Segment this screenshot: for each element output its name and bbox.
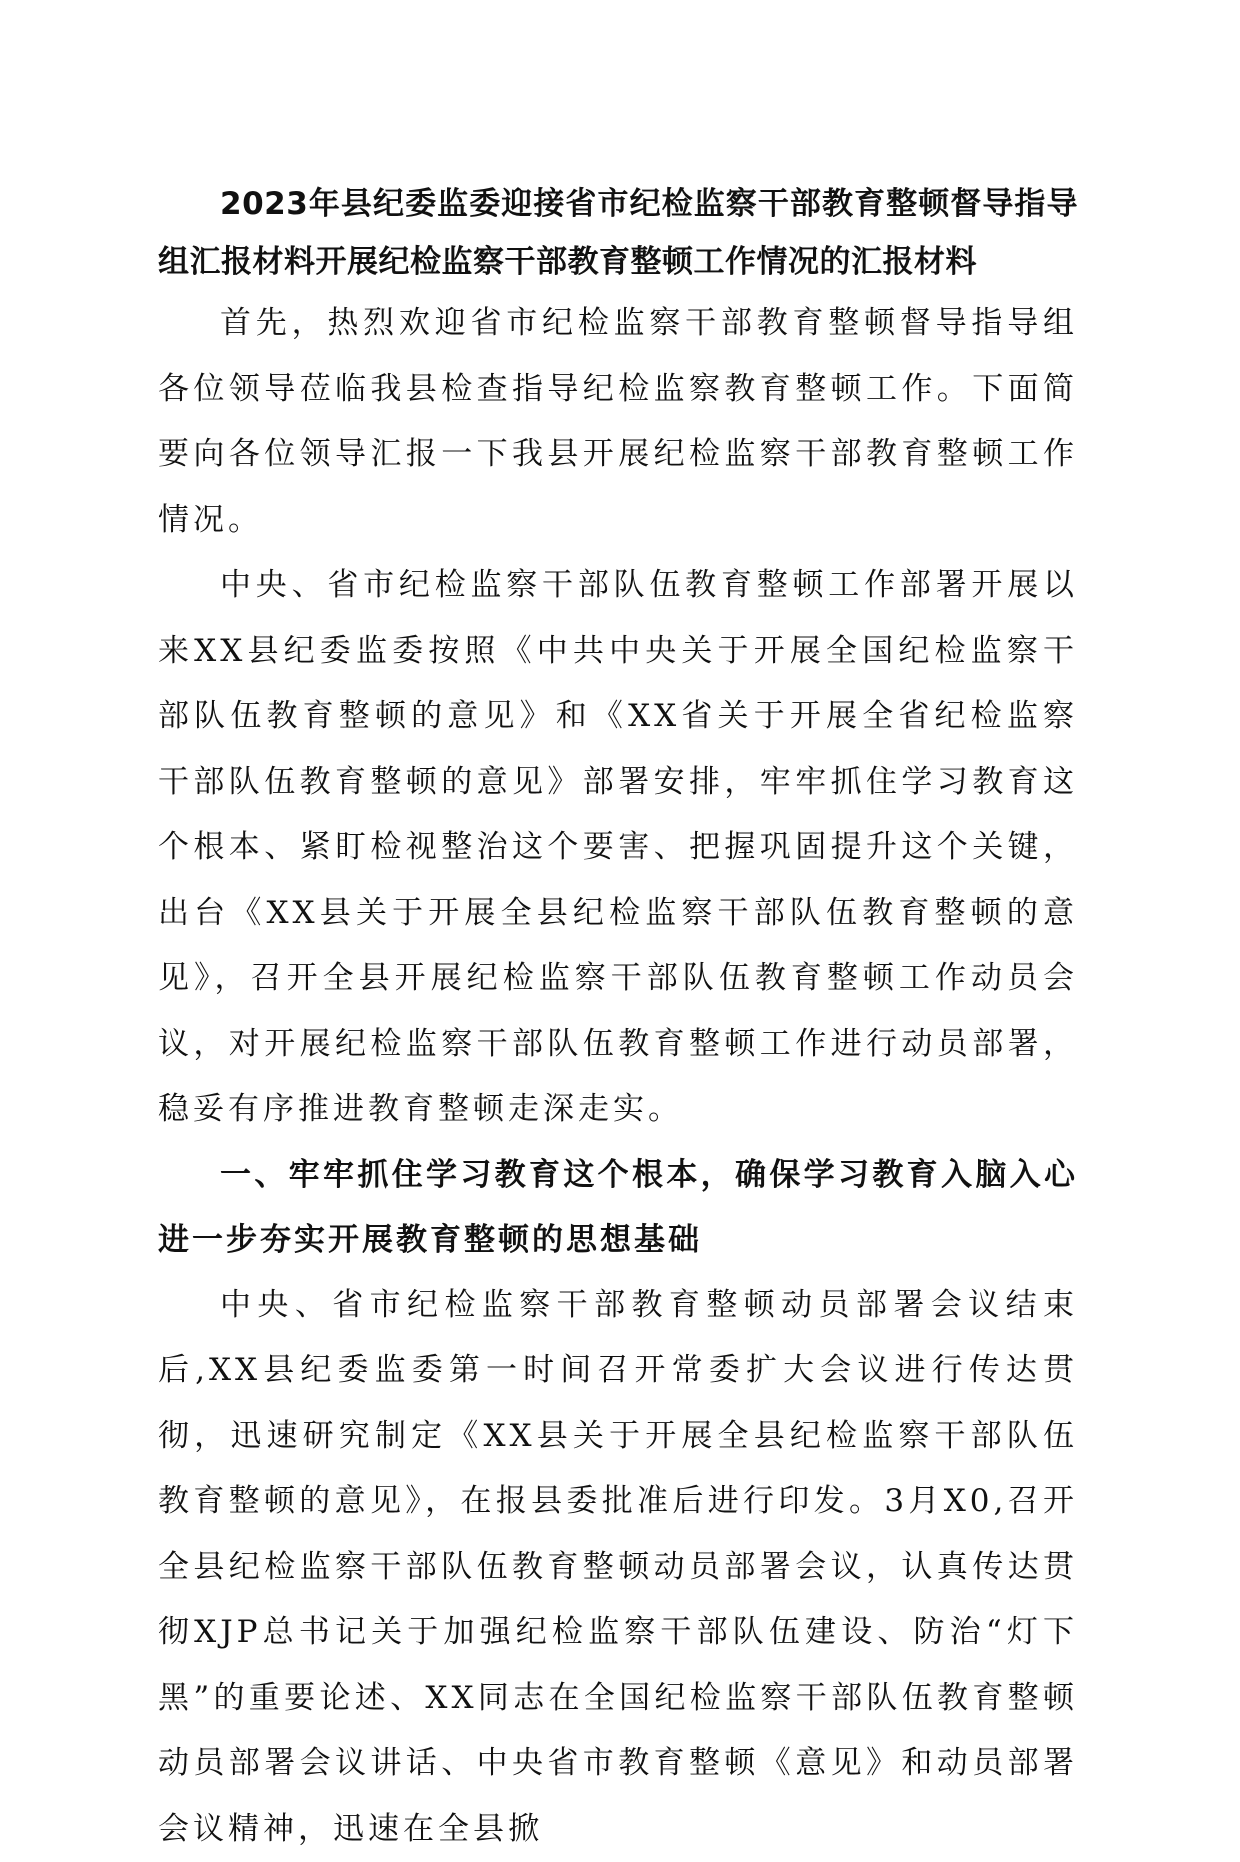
section-heading-1: 一、牢牢抓住学习教育这个根本，确保学习教育入脑入心进一步夯实开展教育整顿的思想基础 [158, 1143, 1078, 1273]
document-title: 2023年县纪委监委迎接省市纪检监察干部教育整顿督导指导组汇报材料开展纪检监察干部教育整顿工作情况的汇报材料 [158, 175, 1078, 291]
overview-paragraph: 中央、省市纪检监察干部队伍教育整顿工作部署开展以来XX县纪委监委按照《中共中央关于开展全国纪检监察干部队伍教育整顿的意见》和《XX省关于开展全省纪检监察干部队伍教育整顿的意见》部署安排，牢牢抓住学习教育这个根本、紧盯检视整治这个要害、把握巩固提升这个关键，出台《XX县关于开展全县纪检监察干部队伍教育整顿的意见》，召开全县开展纪检监察干部队伍教育整顿工作动员会议，对开展纪检监察干部队伍教育整顿工作进行动员部署，稳妥有序推进教育整顿走深走实。 [158, 553, 1078, 1143]
section-1-paragraph: 中央、省市纪检监察干部教育整顿动员部署会议结束后,XX县纪委监委第一时间召开常委扩大会议进行传达贯彻，迅速研究制定《XX县关于开展全县纪检监察干部队伍教育整顿的意见》，在报县委批准后进行印发。3月X0,召开全县纪检监察干部队伍教育整顿动员部署会议，认真传达贯彻XJP总书记关于加强纪检监察干部队伍建设、防治“灯下黑”的重要论述、XX同志在全国纪检监察干部队伍教育整顿动员部署会议讲话、中央省市教育整顿《意见》和动员部署会议精神，迅速在全县掀 [158, 1273, 1078, 1862]
document-page [158, 175, 1078, 1862]
intro-paragraph: 首先，热烈欢迎省市纪检监察干部教育整顿督导指导组各位领导莅临我县检查指导纪检监察教育整顿工作。下面简要向各位领导汇报一下我县开展纪检监察干部教育整顿工作情况。 [158, 291, 1078, 553]
